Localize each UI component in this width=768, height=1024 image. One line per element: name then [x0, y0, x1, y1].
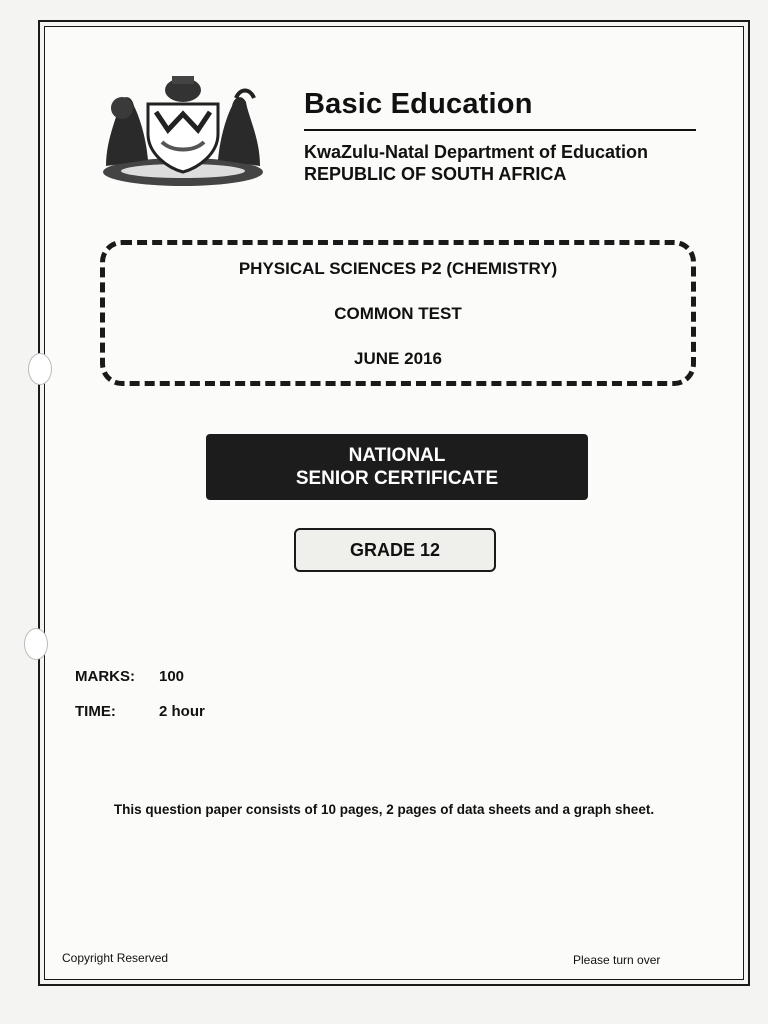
- exam-date: JUNE 2016: [354, 349, 442, 368]
- country-name: REPUBLIC OF SOUTH AFRICA: [304, 164, 567, 184]
- punch-hole-top: [28, 353, 52, 385]
- grade-label: GRADE 12: [349, 539, 441, 560]
- department-block: [304, 141, 648, 185]
- turn-over-text: Please turn over: [573, 953, 661, 967]
- time-row: [75, 703, 205, 720]
- time-label: TIME:: [75, 703, 116, 720]
- certificate-line2: SENIOR CERTIFICATE: [295, 468, 499, 489]
- marks-value: 100: [159, 668, 185, 685]
- org-title: Basic Education: [304, 88, 533, 120]
- exam-info-box: [100, 240, 696, 386]
- title-underline: [304, 129, 696, 131]
- copyright-text: Copyright Reserved: [62, 951, 169, 965]
- marks-row: [75, 668, 184, 685]
- grade-box: [294, 528, 496, 572]
- punch-hole-bottom: [24, 628, 48, 660]
- exam-subject: PHYSICAL SCIENCES P2 (CHEMISTRY): [238, 259, 558, 278]
- department-name: KwaZulu-Natal Department of Education: [304, 142, 649, 162]
- exam-test-type: COMMON TEST: [334, 304, 462, 323]
- coat-of-arms-icon: [92, 68, 274, 200]
- paper-composition-note: This question paper consists of 10 pages, 2 pages of data sheets and a graph sheet.: [113, 802, 655, 817]
- time-value: 2 hour: [159, 703, 205, 720]
- certificate-banner: [206, 434, 588, 500]
- certificate-line1: NATIONAL: [348, 445, 446, 466]
- marks-label: MARKS:: [75, 668, 135, 685]
